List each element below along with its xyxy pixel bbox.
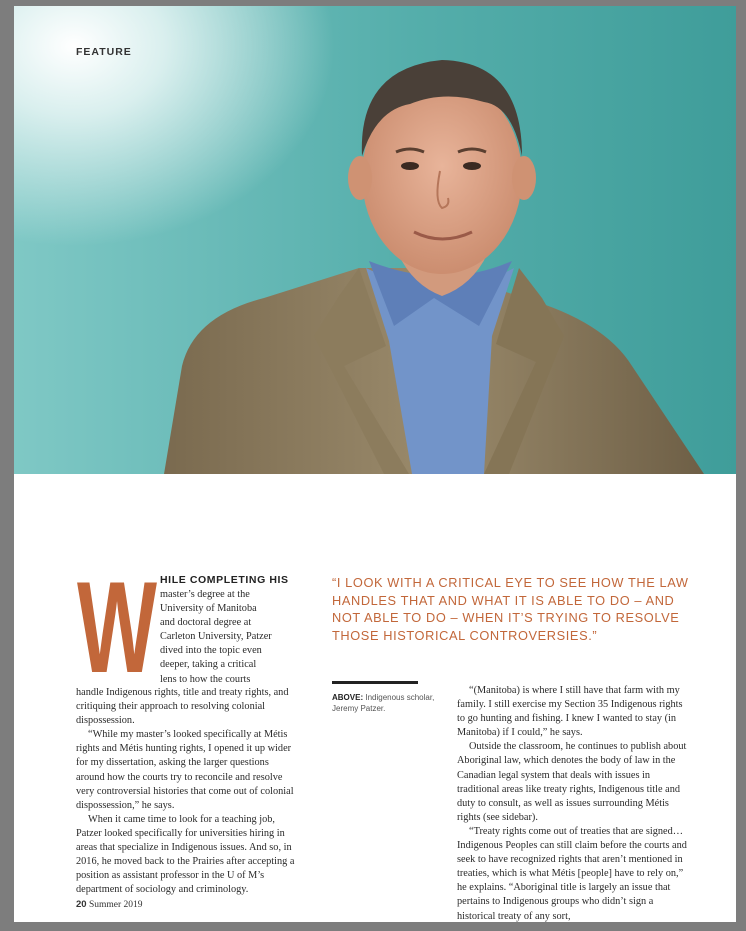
pull-quote: “I LOOK WITH A CRITICAL EYE TO SEE HOW THE LAW HANDLES THAT AND WHAT IT IS ABLE TO DO – AND NOT ABLE TO DO – WHEN IT’S TRYING TO RESOLVE THOSE HISTORICAL CONTROVERSIES.” [332,575,689,643]
magazine-page [14,6,736,922]
body-paragraph: “(Manitoba) is where I still have that farm with my family. I still exercise my Section 35 Indigenous rights to go hunting and fishing. I knew I wanted to stay (in Manitoba) if I could,” he says. [457,685,683,739]
column1-line: lens to how the courts [160,673,251,685]
folio [76,899,143,910]
body-paragraph: Outside the classroom, he continues to publish about Aboriginal law, which denotes the body of law in the Canadian legal system that deals with issues in traditional areas like treaty rights, Indigenous title and duty to consult, as well as issues surrounding Métis rights (see sidebar). [457,741,687,823]
column3-body [457,684,693,922]
body-paragraph: When it came time to look for a teaching job, Patzer looked specifically for universities hiring in areas that specialize in Indigenous issues. And so, in 2016, he moved back to the Prairies after accepting a position as assistant professor in the U of M’s department of sociology and criminology. [76,813,295,896]
caption-rule [332,681,418,684]
column1-line: deeper, taking a critical [160,659,257,671]
page-number: 20 [76,899,87,910]
column1-line: dived into the topic even [160,645,262,657]
lead-in: HILE COMPLETING HIS [160,574,289,586]
column1-line: and doctoral degree at [160,617,252,629]
hero-photo [14,6,736,474]
column1-line: master’s degree at the [160,589,250,600]
column1-line: University of Manitoba [160,603,257,615]
column1-body [76,686,298,897]
drop-cap [76,570,158,680]
caption-text: Indigenous scholar, Jeremy Patzer. [332,693,435,713]
caption-label: ABOVE: [332,693,364,702]
body-paragraph: handle Indigenous rights, title and treaty rights, and critiquing their approach to resolving colonial dispossession. [76,687,289,727]
body-paragraph: “While my master’s looked specifically at Métis rights and Métis hunting rights, I opened it up wider for my dissertation, asking the larger questions around how the courts try to reconcile and resolve very controversial histories that come out of colonial dispossession,” he says. [76,729,294,811]
section-label: FEATURE [76,46,132,58]
issue-date: Summer 2019 [88,900,143,910]
column1-line: Carleton University, Patzer [160,631,272,643]
column1-wrap [160,588,296,687]
portrait-photo [14,6,736,474]
body-paragraph: “Treaty rights come out of treaties that are signed… Indigenous Peoples can still claim before the courts and seek to have recognized rights that aren’t mentioned in treaties, which is what Métis [people] have to rely on,” he explains. “Aboriginal title is largely an issue that pertains to Indigenous groups who didn’t sign a historical treaty of any sort, [457,825,687,922]
photo-caption [332,692,442,714]
drop-cap-letter: W [77,570,158,680]
